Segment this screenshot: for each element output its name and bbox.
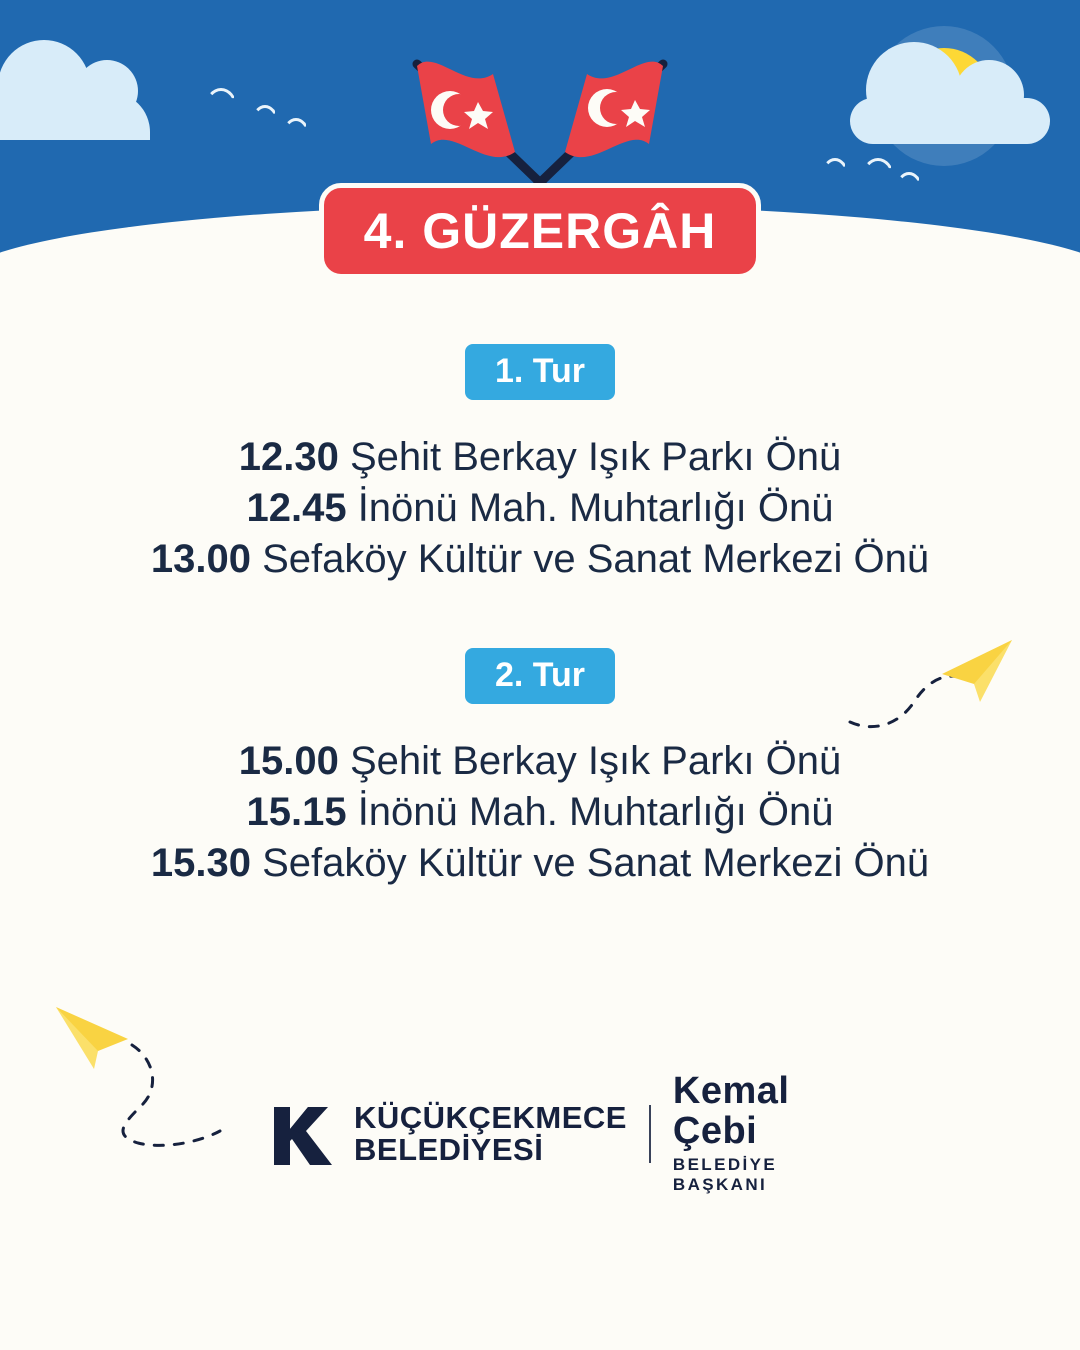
municipality-name — [354, 1102, 627, 1165]
bird-icon — [205, 88, 237, 107]
paper-plane-icon — [50, 985, 280, 1165]
municipality-logo-icon — [270, 1103, 332, 1165]
stop-place: Sefaköy Kültür ve Sanat Merkezi Önü — [262, 537, 930, 582]
stop-time: 15.30 — [150, 840, 263, 885]
stop-place: Sefaköy Kültür ve Sanat Merkezi Önü — [262, 840, 930, 885]
bird-icon — [862, 158, 894, 177]
stop-time: 15.15 — [246, 789, 358, 834]
stop-time: 15.00 — [238, 738, 350, 783]
bird-icon — [896, 172, 922, 188]
footer-divider — [649, 1105, 651, 1163]
stop-row — [0, 534, 1080, 585]
stop-place: Şehit Berkay Işık Parkı Önü — [349, 435, 842, 479]
title-text: 4. GÜZERGÂH — [363, 203, 717, 259]
stop-row — [0, 483, 1080, 534]
paper-plane-icon — [842, 640, 1022, 760]
mayor-block — [673, 1072, 810, 1195]
tour-badge: 1. Tur — [461, 340, 619, 404]
footer-branding — [270, 1072, 810, 1195]
stop-time: 12.45 — [246, 486, 358, 531]
stop-row — [0, 432, 1080, 483]
tour-badge: 2. Tur — [461, 644, 619, 708]
page-title — [319, 183, 761, 279]
tour-block — [0, 340, 1080, 586]
municipality-line2: BELEDİYESİ — [354, 1131, 544, 1167]
mayor-name: Kemal Çebi — [672, 1070, 790, 1153]
stop-list — [0, 432, 1080, 586]
bird-icon — [822, 158, 848, 174]
bird-icon — [283, 118, 309, 134]
stop-place: Şehit Berkay Işık Parkı Önü — [349, 738, 842, 783]
municipality-line1: KÜÇÜKÇEKMECE — [354, 1100, 627, 1135]
cloud-icon — [0, 92, 150, 140]
stop-place: İnönü Mah. Muhtarlığı Önü — [357, 486, 834, 531]
stop-place: İnönü Mah. Muhtarlığı Önü — [357, 789, 834, 834]
stop-time: 13.00 — [150, 537, 263, 582]
stop-row — [0, 787, 1080, 838]
stop-time: 12.30 — [238, 435, 350, 479]
mayor-title: BELEDİYE BAŞKANI — [672, 1155, 778, 1194]
bird-icon — [252, 105, 278, 121]
cloud-icon — [850, 98, 1050, 144]
stop-row — [0, 838, 1080, 889]
